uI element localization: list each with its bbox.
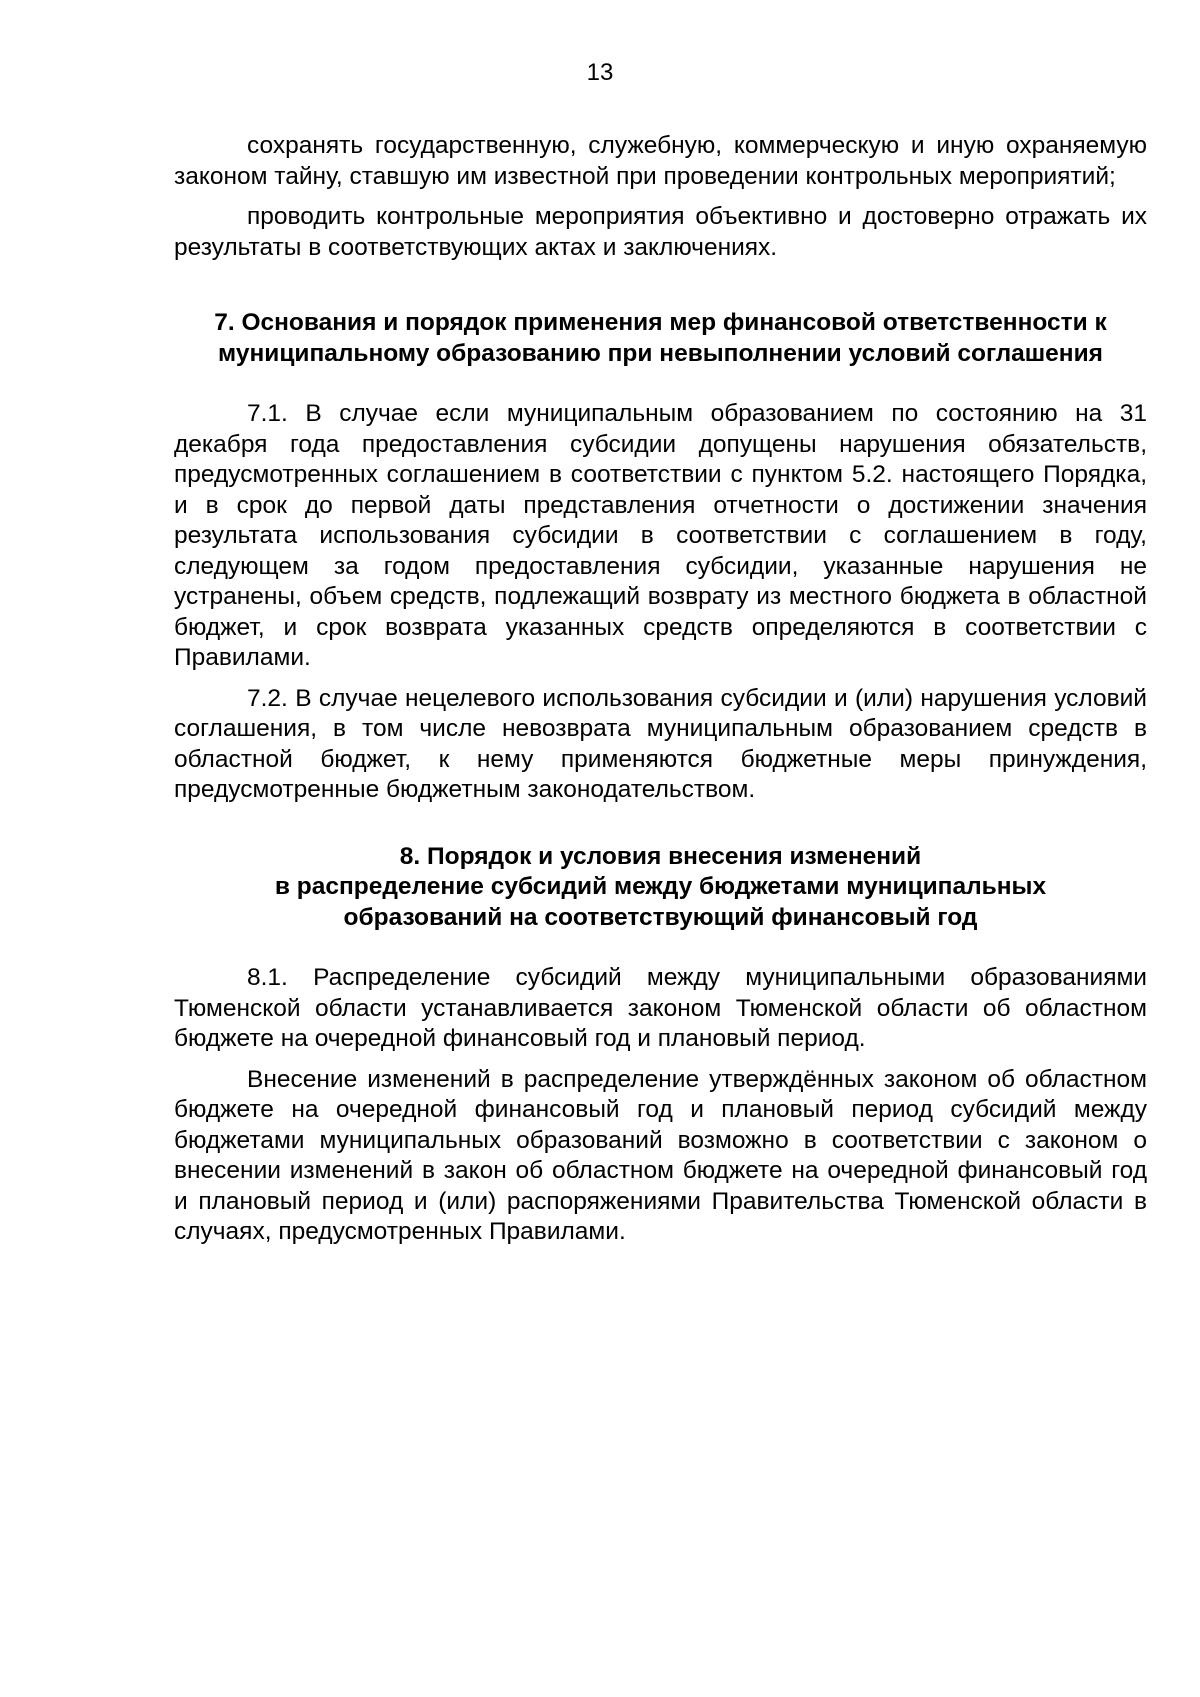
page-number: 13 bbox=[586, 59, 614, 86]
section-8-heading-line-2: в распределение субсидий между бюджетами муниципальных bbox=[274, 873, 1047, 900]
paragraph-confidentiality: сохранять государственную, служебную, коммерческую и иную охраняемую законом тайну, ставшую им известной при проведении контрольных мероприятий; bbox=[174, 132, 1147, 190]
section-8-heading bbox=[174, 842, 1147, 934]
paragraph-8-1: 8.1. Распределение субсидий между муниципальными образованиями Тюменской области устанавливается законом Тюменской области об областном бюджете на очередной финансовый год и плановый период. bbox=[174, 964, 1147, 1052]
paragraph-7-2: 7.2. В случае нецелевого использования субсидии и (или) нарушения условий соглашения, в том числе невозврата муниципальным образованием средств в областной бюджет, к нему применяются бюджетные меры принуждения, предусмотренные бюджетным законодательством. bbox=[174, 684, 1147, 803]
paragraph-7-1: 7.1. В случае если муниципальным образованием по состоянию на 31 декабря года предоставления субсидии допущены нарушения обязательств, предусмотренных соглашением в соответствии с пунктом 5.2. настоящего Порядка, и в срок до первой даты представления отчетности о достижении значения результата использования субсидии в соответствии с соглашением в году, следующем за годом предоставления субсидии, указанные нарушения не устранены, объем средств, подлежащий возврату из местного бюджета в областной бюджет, и срок возврата указанных средств определяются в соответствии с Правилами. bbox=[174, 400, 1147, 671]
paragraph-8-amendments: Внесение изменений в распределение утверждённых законом об областном бюджете на очередной финансовый год и плановый период субсидий между бюджетами муниципальных образований возможно в соответствии с законом о внесении изменений в закон об областном бюджете на очередной финансовый год и плановый период и (или) распоряжениями Правительства Тюменской области в случаях, предусмотренных Правилами. bbox=[174, 1065, 1147, 1245]
section-8-heading-line-3: образований на соответствующий финансовый год bbox=[343, 903, 978, 931]
section-7-heading-line-2: муниципальному образованию при невыполнении условий соглашения bbox=[218, 339, 1103, 367]
section-7-heading-line-1: 7. Основания и порядок применения мер финансовой ответственности к bbox=[214, 309, 1107, 336]
paragraph-objectivity: проводить контрольные мероприятия объективно и достоверно отражать их результаты в соответствующих актах и заключениях. bbox=[174, 203, 1147, 261]
section-7-heading bbox=[174, 308, 1147, 369]
section-8-heading-line-1: 8. Порядок и условия внесения изменений bbox=[399, 842, 922, 870]
document-body bbox=[174, 131, 1147, 1248]
